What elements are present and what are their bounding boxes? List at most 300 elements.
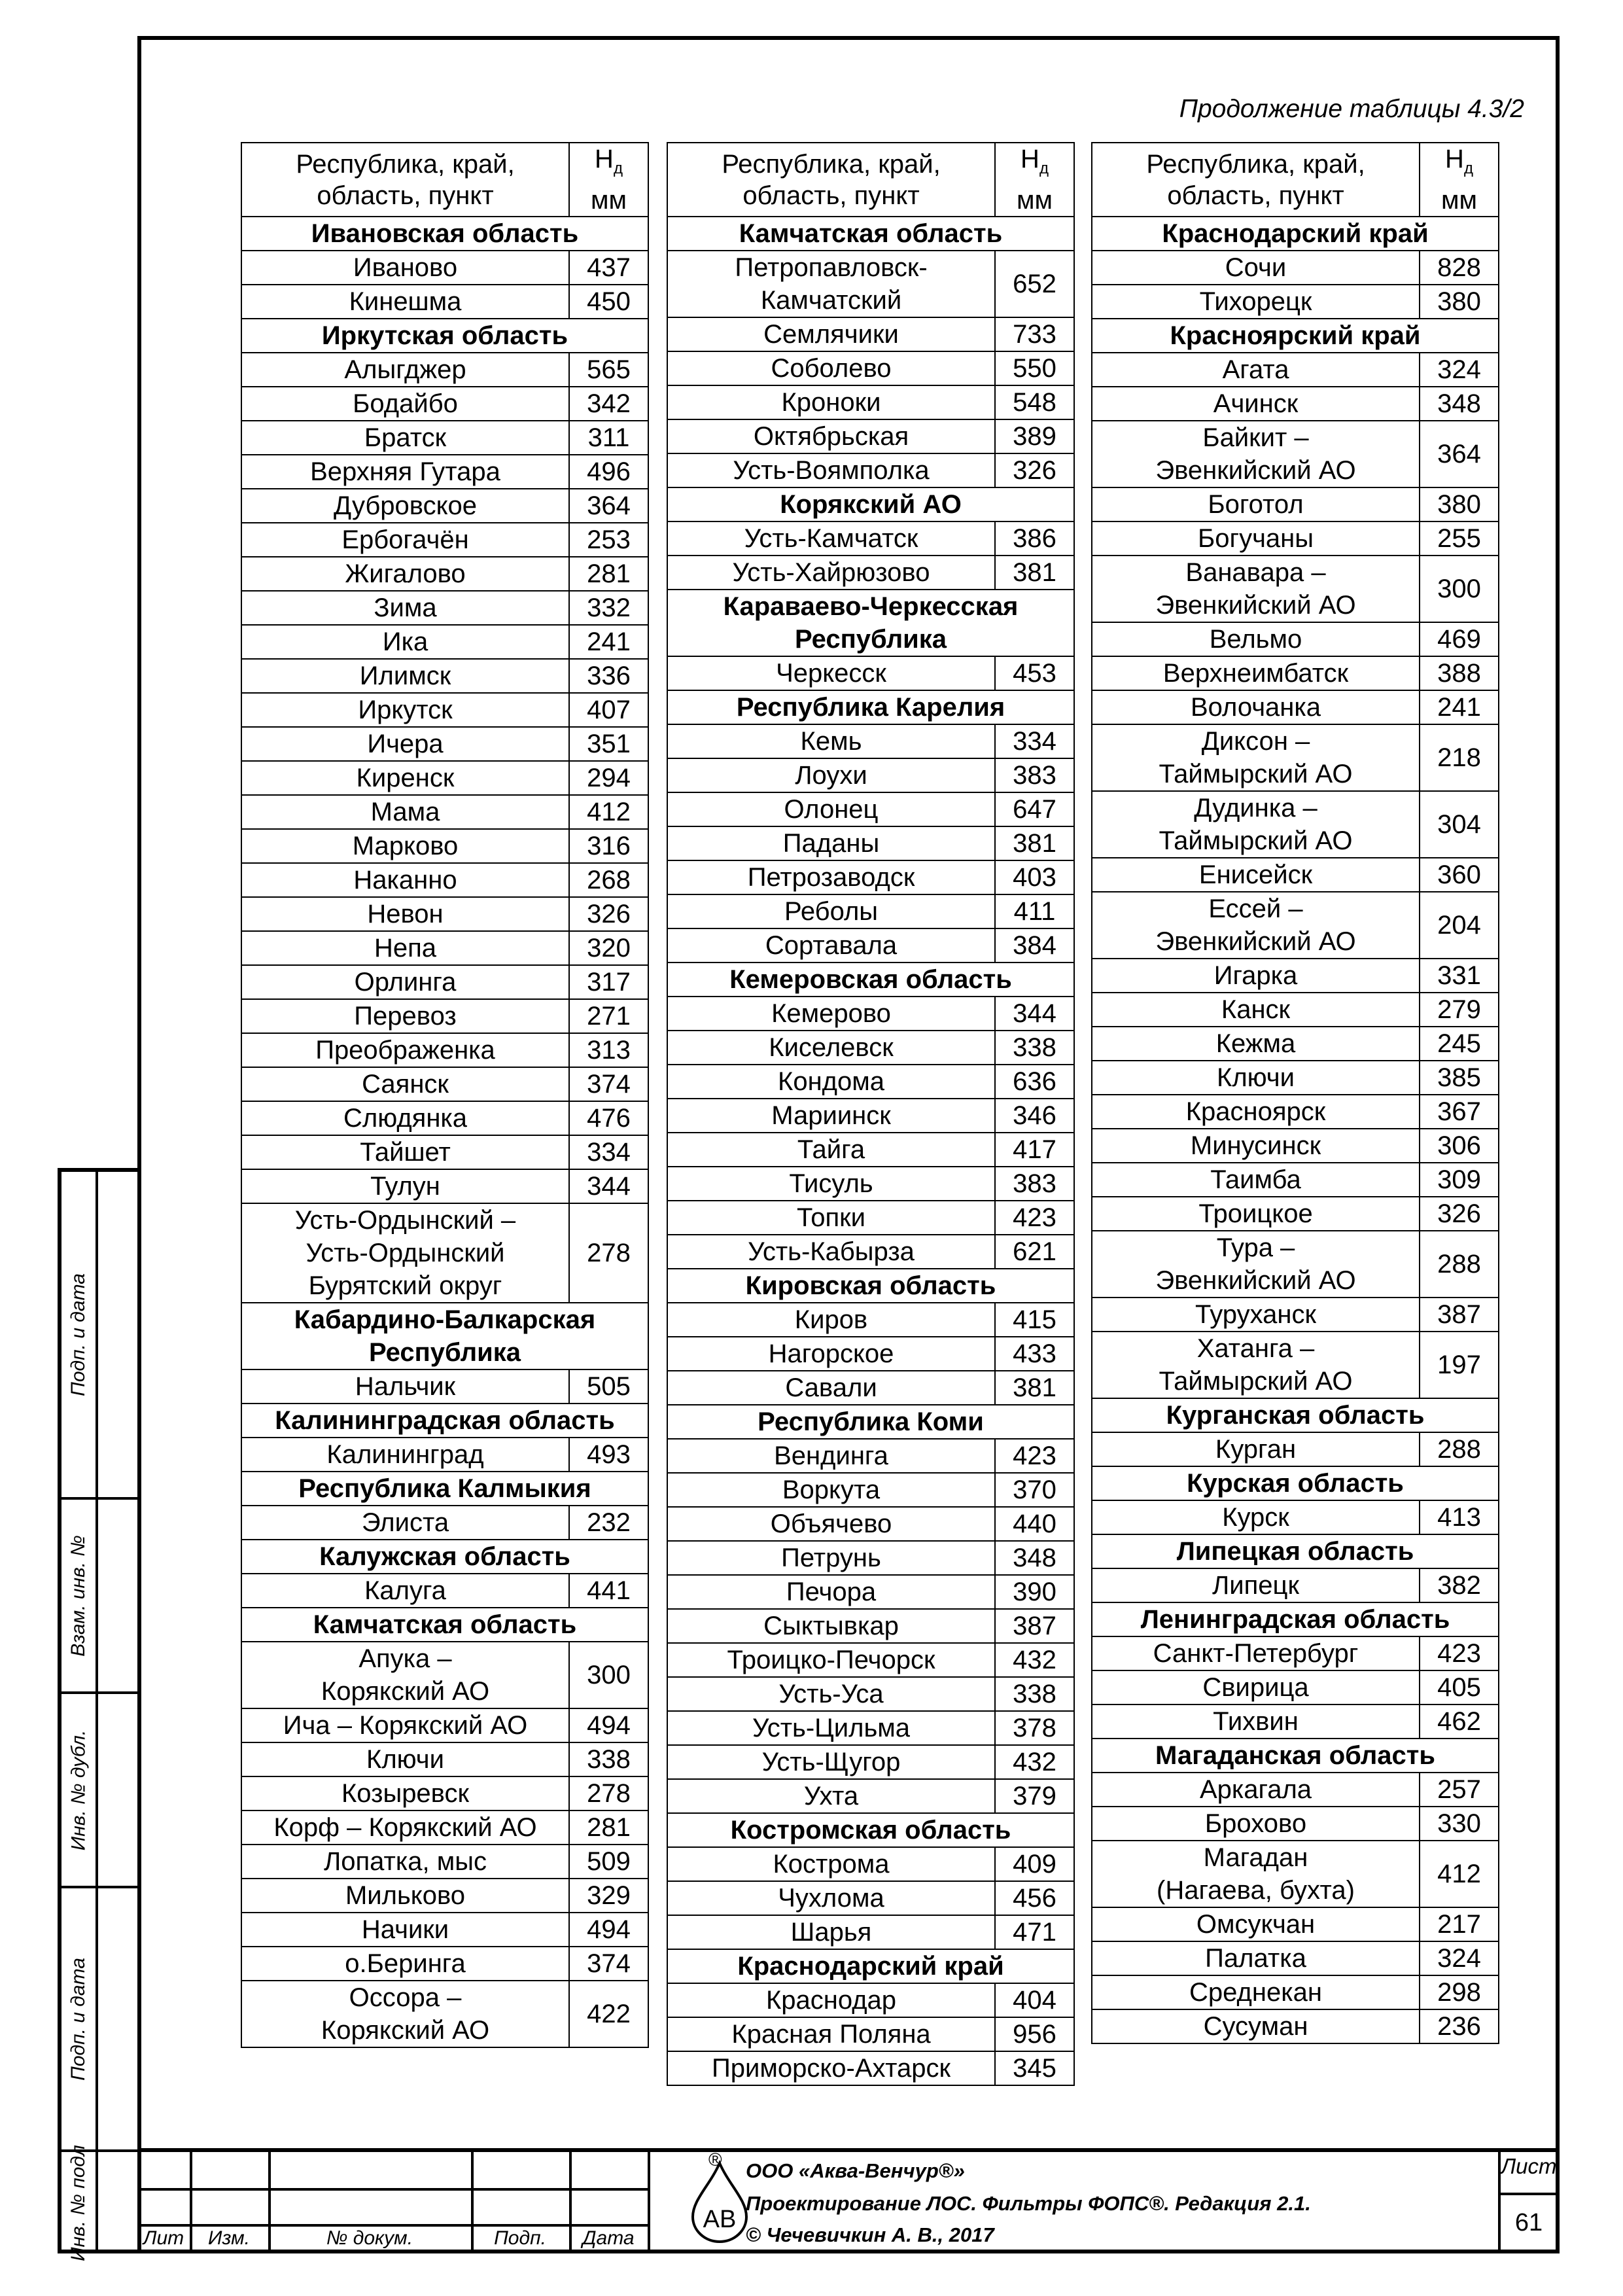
location-name bbox=[667, 928, 995, 963]
table-row bbox=[667, 2051, 1074, 2085]
location-name bbox=[241, 523, 569, 557]
location-name-line: Байкит – bbox=[1202, 423, 1309, 452]
location-name-line: Петрунь bbox=[781, 1544, 881, 1572]
table-row bbox=[667, 656, 1074, 690]
location-name-line: Киренск bbox=[356, 764, 455, 792]
copyright: © Чечевичкин А. В., 2017 bbox=[746, 2223, 994, 2246]
location-name bbox=[241, 421, 569, 455]
location-value: 496 bbox=[569, 455, 648, 489]
table-row bbox=[667, 1065, 1074, 1099]
location-name bbox=[1092, 690, 1420, 724]
location-value: 316 bbox=[569, 829, 648, 863]
location-name-line: Усть-Ордынский – bbox=[294, 1206, 516, 1235]
title-block-rule bbox=[137, 2224, 648, 2227]
table-header-row bbox=[1092, 143, 1499, 217]
location-value: 404 bbox=[995, 1983, 1074, 2017]
region-header bbox=[667, 690, 1074, 724]
location-name bbox=[241, 863, 569, 897]
table-row bbox=[667, 521, 1074, 556]
region-header-line: Иркутская область bbox=[321, 321, 568, 350]
location-value: 437 bbox=[569, 251, 648, 285]
location-name-line: Жигалово bbox=[345, 559, 466, 588]
table-row bbox=[667, 1031, 1074, 1065]
location-name bbox=[1092, 724, 1420, 791]
region-header bbox=[667, 1813, 1074, 1847]
location-name bbox=[1092, 993, 1420, 1027]
location-name-line: Таймырский АО bbox=[1159, 826, 1353, 855]
location-value: 733 bbox=[995, 317, 1074, 351]
location-name bbox=[241, 1981, 569, 2047]
location-name-line: Калуга bbox=[364, 1576, 446, 1605]
stamp-col-date: Дата bbox=[582, 2227, 635, 2249]
location-name bbox=[667, 2051, 995, 2085]
region-header-row bbox=[667, 1269, 1074, 1303]
table-row bbox=[667, 2017, 1074, 2051]
location-value: 360 bbox=[1420, 858, 1499, 892]
location-value: 462 bbox=[1420, 1704, 1499, 1739]
header-name-line1: Республика, край, bbox=[296, 149, 515, 179]
location-name-line: Невон bbox=[367, 900, 444, 928]
table-row bbox=[1092, 1941, 1499, 1975]
location-value: 409 bbox=[995, 1847, 1074, 1881]
location-name-line: Енисейск bbox=[1198, 860, 1313, 889]
table-row bbox=[667, 1983, 1074, 2017]
table-row bbox=[1092, 556, 1499, 622]
region-header-line: Калининградская область bbox=[275, 1406, 615, 1435]
location-value: 342 bbox=[569, 387, 648, 421]
region-header bbox=[1092, 1602, 1499, 1636]
location-value: 278 bbox=[569, 1203, 648, 1303]
region-header-line: Республика Коми bbox=[758, 1407, 984, 1436]
location-value: 423 bbox=[1420, 1636, 1499, 1670]
location-name-line: Усть-Уса bbox=[778, 1680, 884, 1708]
location-name bbox=[241, 1574, 569, 1608]
location-name-line: Санкт-Петербург bbox=[1153, 1639, 1359, 1668]
location-value: 364 bbox=[1420, 421, 1499, 487]
table-row bbox=[1092, 858, 1499, 892]
location-name-line: Нагорское bbox=[768, 1339, 894, 1368]
table-row bbox=[667, 385, 1074, 419]
location-name-line: Кроноки bbox=[781, 388, 881, 417]
location-value: 278 bbox=[569, 1776, 648, 1810]
location-value: 413 bbox=[1420, 1500, 1499, 1534]
location-name-line: Паданы bbox=[782, 829, 880, 858]
location-name-line: Кинешма bbox=[349, 287, 462, 316]
region-header bbox=[1092, 319, 1499, 353]
table-row bbox=[667, 1507, 1074, 1541]
region-header-row bbox=[241, 1540, 648, 1574]
region-header-row bbox=[667, 1949, 1074, 1983]
location-name bbox=[241, 1203, 569, 1303]
table-row bbox=[241, 353, 648, 387]
location-value: 378 bbox=[995, 1711, 1074, 1745]
location-name bbox=[241, 693, 569, 727]
region-header-row bbox=[1092, 319, 1499, 353]
region-header bbox=[667, 963, 1074, 997]
table-row bbox=[241, 285, 648, 319]
location-name-line: Октябрьская bbox=[753, 422, 909, 451]
location-name-line: Корф – Корякский АО bbox=[273, 1813, 537, 1842]
header-value-subscript: д bbox=[1039, 160, 1049, 177]
region-header-row bbox=[1092, 1534, 1499, 1568]
table-row bbox=[667, 1439, 1074, 1473]
location-value: 550 bbox=[995, 351, 1074, 385]
location-value: 324 bbox=[1420, 353, 1499, 387]
region-header bbox=[241, 1472, 648, 1506]
location-name bbox=[241, 1033, 569, 1067]
location-name bbox=[1092, 1298, 1420, 1332]
location-name-line: Бодайбо bbox=[353, 389, 458, 418]
stamp-col-sign: Подп. bbox=[494, 2227, 546, 2249]
location-name-line: Волочанка bbox=[1190, 693, 1321, 722]
location-value: 331 bbox=[1420, 959, 1499, 993]
location-value: 621 bbox=[995, 1235, 1074, 1269]
stamp-col-doc: № докум. bbox=[326, 2227, 413, 2249]
header-value-unit: мм bbox=[591, 186, 627, 215]
location-name-line: Киселевск bbox=[769, 1033, 894, 1062]
location-name-line: Аркагала bbox=[1199, 1775, 1312, 1804]
region-header bbox=[241, 1404, 648, 1438]
location-value: 338 bbox=[995, 1677, 1074, 1711]
location-name-line: Красноярск bbox=[1185, 1097, 1326, 1126]
location-name bbox=[1092, 1941, 1420, 1975]
location-name-line: Реболы bbox=[784, 897, 879, 926]
location-name-line: Мильково bbox=[345, 1881, 466, 1910]
location-value: 652 bbox=[995, 251, 1074, 317]
location-name-line: Петропавловск- bbox=[735, 253, 928, 282]
location-name-line: Ключи bbox=[366, 1745, 444, 1774]
sheet-number: 61 bbox=[1514, 2209, 1543, 2236]
table-row bbox=[241, 1203, 648, 1303]
table-row bbox=[241, 1169, 648, 1203]
location-name-line: Приморско-Ахтарск bbox=[712, 2054, 951, 2083]
table-row bbox=[241, 795, 648, 829]
location-value: 334 bbox=[569, 1135, 648, 1169]
table-row bbox=[1092, 521, 1499, 556]
header-value-cell bbox=[995, 143, 1074, 217]
location-name bbox=[667, 351, 995, 385]
location-value: 423 bbox=[995, 1439, 1074, 1473]
region-header-row bbox=[241, 1404, 648, 1438]
table-header-row bbox=[667, 143, 1074, 217]
table-row bbox=[667, 1303, 1074, 1337]
location-value: 432 bbox=[995, 1643, 1074, 1677]
table-row bbox=[241, 1708, 648, 1742]
table-row bbox=[1092, 487, 1499, 521]
table-row bbox=[1092, 1129, 1499, 1163]
location-name bbox=[667, 251, 995, 317]
region-header bbox=[667, 1405, 1074, 1439]
table-row bbox=[241, 1845, 648, 1879]
location-name bbox=[1092, 1704, 1420, 1739]
region-header bbox=[241, 1540, 648, 1574]
location-name-line: Диксон – bbox=[1201, 727, 1310, 756]
table-row bbox=[667, 1371, 1074, 1405]
table-row bbox=[667, 997, 1074, 1031]
region-header-line: Краснодарский край bbox=[737, 1952, 1004, 1981]
location-name bbox=[667, 1881, 995, 1915]
location-name-line: Липецк bbox=[1212, 1571, 1299, 1600]
table-row bbox=[1092, 2009, 1499, 2043]
location-name bbox=[241, 1642, 569, 1708]
location-name-line: Олонец bbox=[784, 795, 879, 824]
location-name bbox=[241, 1169, 569, 1203]
left-stamp-cell-3 bbox=[61, 1694, 139, 1888]
location-name bbox=[667, 1303, 995, 1337]
location-name bbox=[667, 1643, 995, 1677]
location-name-line: Лоухи bbox=[795, 761, 867, 790]
left-stamp-cell-1 bbox=[61, 1172, 139, 1500]
location-value: 469 bbox=[1420, 622, 1499, 656]
location-name bbox=[241, 1776, 569, 1810]
location-name-line: Краснодар bbox=[765, 1986, 897, 2015]
location-name bbox=[241, 251, 569, 285]
header-value-subscript: д bbox=[1463, 160, 1473, 177]
location-value: 505 bbox=[569, 1369, 648, 1404]
location-value: 279 bbox=[1420, 993, 1499, 1027]
location-name-line: Магадан bbox=[1203, 1843, 1308, 1872]
table-row bbox=[241, 1369, 648, 1404]
location-name-line: Игарка bbox=[1213, 961, 1298, 990]
left-stamp-cell-4 bbox=[61, 1888, 139, 2152]
table-row bbox=[1092, 1432, 1499, 1466]
location-name-line: Кондома bbox=[778, 1067, 884, 1096]
location-name bbox=[241, 1742, 569, 1776]
location-value: 336 bbox=[569, 659, 648, 693]
location-value: 268 bbox=[569, 863, 648, 897]
table-row bbox=[241, 1067, 648, 1101]
table-row bbox=[1092, 656, 1499, 690]
table-row bbox=[667, 1745, 1074, 1779]
title-block-divider bbox=[648, 2152, 650, 2253]
region-header-line: Краснодарский край bbox=[1162, 219, 1429, 248]
location-value: 241 bbox=[569, 625, 648, 659]
sheet-label: Лист bbox=[1501, 2154, 1557, 2178]
location-name bbox=[241, 1506, 569, 1540]
location-name bbox=[241, 795, 569, 829]
table-row bbox=[1092, 387, 1499, 421]
location-name-line: Воркута bbox=[782, 1475, 881, 1504]
location-value: 450 bbox=[569, 285, 648, 319]
location-value: 364 bbox=[569, 489, 648, 523]
location-value: 324 bbox=[1420, 1941, 1499, 1975]
table-row bbox=[667, 351, 1074, 385]
table-row bbox=[667, 1099, 1074, 1133]
hydro-table bbox=[241, 142, 649, 2048]
hydro-table bbox=[1091, 142, 1499, 2044]
table-row bbox=[1092, 690, 1499, 724]
location-value: 338 bbox=[569, 1742, 648, 1776]
location-name-line: о.Беринга bbox=[345, 1949, 466, 1978]
header-name-cell bbox=[667, 143, 995, 217]
table-row bbox=[1092, 1636, 1499, 1670]
location-name-line: Свирица bbox=[1202, 1673, 1309, 1702]
region-header-line: Камчатская область bbox=[313, 1610, 577, 1639]
left-stamp-label-1: Подп. и дата bbox=[67, 1273, 89, 1396]
table-row bbox=[1092, 421, 1499, 487]
table-row bbox=[1092, 959, 1499, 993]
location-name bbox=[667, 1235, 995, 1269]
location-name-line: Богучаны bbox=[1197, 524, 1314, 553]
location-name-line: Лопатка, мыс bbox=[324, 1847, 487, 1876]
location-name-line: Ванавара – bbox=[1185, 558, 1326, 587]
location-value: 311 bbox=[569, 421, 648, 455]
location-name-line: Сочи bbox=[1225, 253, 1287, 282]
table-row bbox=[241, 1642, 648, 1708]
location-value: 386 bbox=[995, 521, 1074, 556]
location-name-line: Козыревск bbox=[341, 1779, 469, 1808]
location-value: 405 bbox=[1420, 1670, 1499, 1704]
location-name bbox=[241, 387, 569, 421]
table-row bbox=[1092, 1332, 1499, 1398]
location-value: 255 bbox=[1420, 521, 1499, 556]
table-column-1 bbox=[241, 142, 649, 2048]
location-name bbox=[667, 453, 995, 487]
table-row bbox=[1092, 993, 1499, 1027]
location-name bbox=[667, 894, 995, 928]
location-value: 381 bbox=[995, 1371, 1074, 1405]
location-name bbox=[1092, 1568, 1420, 1602]
location-value: 956 bbox=[995, 2017, 1074, 2051]
location-value: 383 bbox=[995, 758, 1074, 792]
location-value: 374 bbox=[569, 1947, 648, 1981]
location-value: 300 bbox=[1420, 556, 1499, 622]
table-row bbox=[667, 1643, 1074, 1677]
location-name bbox=[241, 455, 569, 489]
location-value: 281 bbox=[569, 557, 648, 591]
table-row bbox=[1092, 1907, 1499, 1941]
org-name: ООО «Аква-Венчур®» bbox=[746, 2159, 965, 2182]
region-header-line: Магаданская область bbox=[1155, 1741, 1435, 1770]
location-name bbox=[667, 1575, 995, 1609]
location-value: 367 bbox=[1420, 1095, 1499, 1129]
table-row bbox=[1092, 1704, 1499, 1739]
location-name bbox=[1092, 1636, 1420, 1670]
location-value: 294 bbox=[569, 761, 648, 795]
location-value: 403 bbox=[995, 860, 1074, 894]
location-name-line: Черкесск bbox=[776, 659, 886, 688]
left-stamp-label-5: Инв. № подл bbox=[67, 2144, 90, 2261]
table-row bbox=[667, 556, 1074, 590]
location-name-line: Шарья bbox=[790, 1918, 872, 1947]
location-name-line: Таймырский АО bbox=[1159, 1367, 1353, 1396]
location-value: 423 bbox=[995, 1201, 1074, 1235]
location-name bbox=[241, 489, 569, 523]
location-name bbox=[667, 1983, 995, 2017]
location-value: 304 bbox=[1420, 791, 1499, 858]
table-row bbox=[667, 317, 1074, 351]
location-value: 422 bbox=[569, 1981, 648, 2047]
table-row bbox=[241, 1438, 648, 1472]
location-value: 257 bbox=[1420, 1773, 1499, 1807]
location-name bbox=[241, 897, 569, 931]
location-name-line: Курган bbox=[1215, 1435, 1297, 1464]
table-row bbox=[667, 1847, 1074, 1881]
location-value: 370 bbox=[995, 1473, 1074, 1507]
location-name-line: Начики bbox=[361, 1915, 449, 1944]
location-name bbox=[241, 1067, 569, 1101]
region-header-row bbox=[241, 319, 648, 353]
region-header bbox=[1092, 1534, 1499, 1568]
header-name-line2: область, пункт bbox=[317, 181, 494, 210]
table-row bbox=[241, 591, 648, 625]
location-name-line: Ика bbox=[382, 627, 428, 656]
table-column-2 bbox=[667, 142, 1075, 2086]
location-value: 440 bbox=[995, 1507, 1074, 1541]
location-value: 380 bbox=[1420, 285, 1499, 319]
location-name bbox=[241, 1810, 569, 1845]
location-value: 351 bbox=[569, 727, 648, 761]
location-name bbox=[667, 826, 995, 860]
table-row bbox=[241, 999, 648, 1033]
region-header-line: Курская область bbox=[1187, 1469, 1404, 1498]
header-value-symbol: H bbox=[1445, 145, 1464, 173]
table-row bbox=[1092, 285, 1499, 319]
location-name bbox=[1092, 487, 1420, 521]
table-row bbox=[1092, 622, 1499, 656]
table-row bbox=[1092, 892, 1499, 959]
location-name bbox=[241, 1947, 569, 1981]
location-name-line: Усть-Щугор bbox=[761, 1748, 901, 1776]
region-header-line: Караваево-Черкесская bbox=[723, 592, 1019, 621]
table-row bbox=[241, 421, 648, 455]
table-row bbox=[241, 1981, 648, 2047]
location-name-line: Печора bbox=[786, 1578, 877, 1606]
location-value: 380 bbox=[1420, 487, 1499, 521]
region-header bbox=[667, 1269, 1074, 1303]
title-block-rule bbox=[137, 2188, 648, 2191]
location-value: 494 bbox=[569, 1708, 648, 1742]
location-name-line: Хатанга – bbox=[1196, 1334, 1315, 1363]
registered-mark: ® bbox=[708, 2149, 722, 2170]
location-name-line: Тихвин bbox=[1213, 1707, 1299, 1736]
header-name-line2: область, пункт bbox=[1167, 181, 1344, 210]
header-value-symbol: H bbox=[595, 145, 614, 173]
location-name-line: Сусуман bbox=[1203, 2012, 1308, 2041]
table-row bbox=[1092, 1095, 1499, 1129]
location-value: 253 bbox=[569, 523, 648, 557]
location-name bbox=[1092, 1197, 1420, 1231]
location-value: 381 bbox=[995, 556, 1074, 590]
location-name bbox=[667, 1541, 995, 1575]
region-header-row bbox=[241, 1608, 648, 1642]
location-name bbox=[1092, 353, 1420, 387]
stamp-col-lit: Лит bbox=[143, 2227, 184, 2249]
table-row bbox=[1092, 1027, 1499, 1061]
continuation-title: Продолжение таблицы 4.3/2 bbox=[1179, 95, 1524, 123]
location-name bbox=[1092, 1907, 1420, 1941]
location-name-line: Калининград bbox=[326, 1440, 484, 1469]
location-name bbox=[1092, 656, 1420, 690]
location-name bbox=[241, 353, 569, 387]
location-value: 412 bbox=[569, 795, 648, 829]
location-name-line: Ичера bbox=[367, 730, 444, 758]
location-name-line: Ключи bbox=[1217, 1063, 1295, 1092]
region-header-line: Кировская область bbox=[745, 1271, 996, 1300]
location-name-line: Алыгджер bbox=[344, 355, 466, 384]
table-row bbox=[667, 251, 1074, 317]
location-name-line: Тайшет bbox=[360, 1138, 451, 1167]
location-name-line: Илимск bbox=[359, 662, 451, 690]
location-name bbox=[1092, 1432, 1420, 1466]
location-value: 456 bbox=[995, 1881, 1074, 1915]
table-row bbox=[241, 1913, 648, 1947]
location-name bbox=[1092, 251, 1420, 285]
table-row bbox=[241, 523, 648, 557]
location-value: 232 bbox=[569, 1506, 648, 1540]
location-name bbox=[667, 1065, 995, 1099]
location-value: 382 bbox=[1420, 1568, 1499, 1602]
